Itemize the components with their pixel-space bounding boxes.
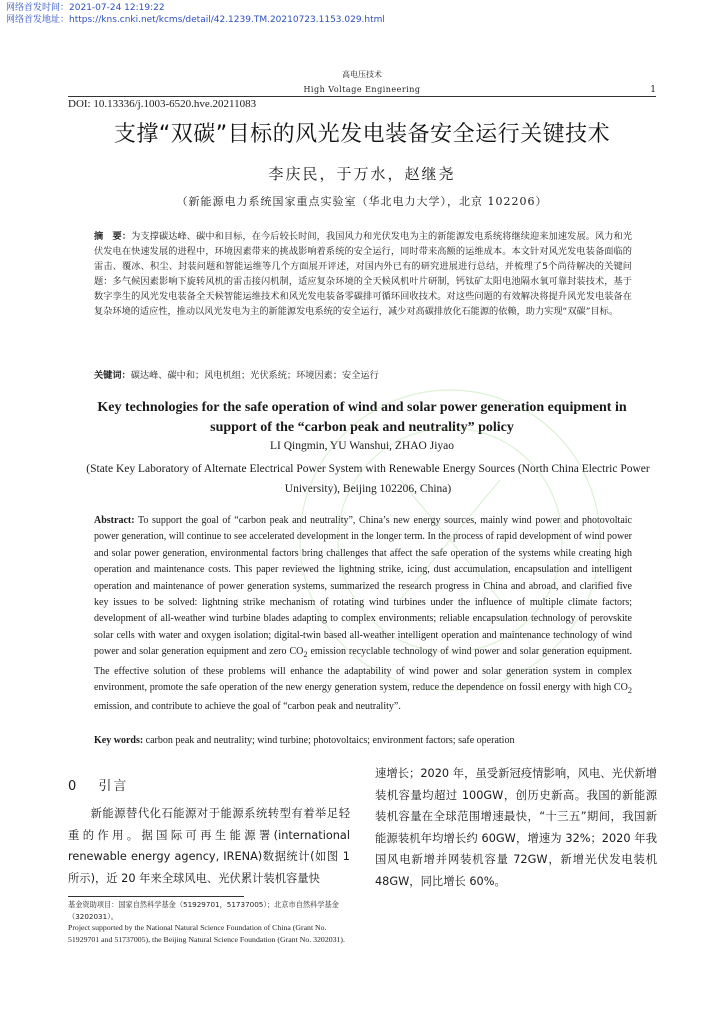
keywords-en-text: carbon peak and neutrality; wind turbine; photovoltaics; environment factors; safe operation [145,735,515,746]
keywords-cn-text: 碳达峰、碳中和；风电机组；光伏系统；环境因素；安全运行 [130,370,379,381]
abstract-en-label: Abstract: [94,515,135,526]
section-title: 引言 [98,779,129,794]
cnki-url-link[interactable]: https://kns.cnki.net/kcms/detail/42.1239.TM.20210723.1153.029.html [69,15,385,25]
footnote-rule [68,896,244,897]
funding-cn: 基金资助项目：国家自然科学基金（51929701，51737005）；北京市自然科学基金（3202031）。 [68,900,339,921]
funding-en: Project supported by the National Natural Science Foundation of China (Grant No. 51929701 and 51737005), the Beijing Natural Science Foundation (Grant No. 3202031). [68,923,345,944]
affiliation-en: (State Key Laboratory of Alternate Electrical Power System with Renewable Energy Sources (North China Electric Power University), Beijing 102206, China) [86,463,650,495]
section-number: 0 [68,779,79,794]
journal-name-cn: 高电压技术 [342,70,382,79]
footnote [68,899,350,945]
abstract-en: Abstract: To support the goal of “carbon peak and neutrality”, China’s new energy sources, mainly wind power and photovoltaic power generation, will continue to see accelerated development in the longer term. In the process of rapid development of wind power and solar power generation, environmental factors bring challenges that affect the safe operation of the systems while creating high operation and maintenance costs. This paper reviewed the lightning strike, icing, dust accumulation, encapsulation and intelligent operation and maintenance of power generation systems, summarized the research progress in China and abroad, and clarified five key issues to be solved: lightning strike mechanism of rotating wind turbines under the influence of multiple climate factors; development of all-weather wind turbine blades adapting to complex environments; reliable encapsulation technology of perovskite solar cells with water and oxygen isolation; digital-twin based all-weather intelligent operation and maintenance technology of wind power and solar generation equipment and zero $CO_2$ emission recyclable technology of wind power and solar generation equipment. The effective solution of these problems will enhance the adaptability of wind power and solar generation system in complex environment, promote the safe operation of the new energy generation system, reduce the dependence on fossil energy with high $CO_2$ emission, and contribute to achieve the goal of “carbon peak and neutrality”. [94,515,632,713]
journal-name-en: High Voltage Engineering [303,85,421,94]
affiliation-cn: （新能源电力系统国家重点实验室（华北电力大学），北京 102206） [176,195,548,208]
keywords-cn [94,367,632,381]
header-rule [68,96,656,97]
authors-en: LI Qingmin, YU Wanshui, ZHAO Jiyao [269,440,455,452]
cnki-pub-time: 网络首发时间：2021-07-24 12:19:22 [6,3,165,13]
article-title-cn: 支撑“双碳”目标的风光发电装备安全运行关键技术 [113,122,611,147]
page-number: 1 [650,85,656,95]
keywords-cn-label: 关键词： [94,370,131,381]
doi: DOI: 10.13336/j.1003-6520.hve.20211083 [68,98,257,110]
keywords-en-label: Key words: [94,735,144,746]
abstract-cn [94,229,632,320]
body-right-column: 速增长；2020 年，虽受新冠疫情影响，风电、光伏新增装机容量均超过 100GW，创历史新高。我国的新能源装机容量在全球范围增速最快，“十三五”期间，我国新能源装机年均增长约 60GW，增速为 32%；2020 年我国风电新增并网装机容量 72GW，新增光伏发电装机 48GW，同比增长 60%。 [375,767,657,888]
article-title-en: Key technologies for the safe operation of wind and solar power generation equipment in support of the “carbon peak and neutrality” policy [97,400,627,435]
abstract-cn-label: 摘 要： [94,231,132,242]
keywords-en [94,735,632,746]
abstract-cn-text: 为支撑碳达峰、碳中和目标，在今后较长时间，我国风力和光伏发电为主的新能源发电系统将继续迎来加速发展。风力和光伏发电在快速发展的进程中，环境因素带来的挑战影响着系统的安全运行，同时带来高额的运维成本。本文针对风光发电装备面临的雷击、覆冰、积尘、封装问题和智能运维等几个方面展开评述，对国内外已有的研究进展进行总结，并梳理了5个尚待解决的关键问题：多气候因素影响下旋转风机的雷击接闪机制，适应复杂环境的全天候风机叶片研制，钙钛矿太阳电池隔水氧可靠封装技术，基于数字孪生的风光发电装备全天候智能运维技术和风光发电装备零碳排可循环回收技术。对这些问题的有效解决将提升风光发电装备在复杂环境的适应性，推动以风光发电为主的新能源发电系统的安全运行，减少对高碳排放化石能源的依赖，助力实现“双碳”目标。 [94,231,633,318]
cnki-pub-address[interactable]: 网络首发地址：https://kns.cnki.net/kcms/detail/42.1239.TM.20210723.1153.029.html [6,15,385,25]
body-left-column: 新能源替代化石能源对于能源系统转型有着举足轻重的作用。据国际可再生能源署(international renewable energy agency, IRENA)数据统计(如图 1 所示)，近 20 年来全球风电、光伏累计装机容量快 [68,807,350,885]
section-heading [68,775,128,794]
authors-cn: 李庆民，于万水，赵继尧 [268,165,456,183]
